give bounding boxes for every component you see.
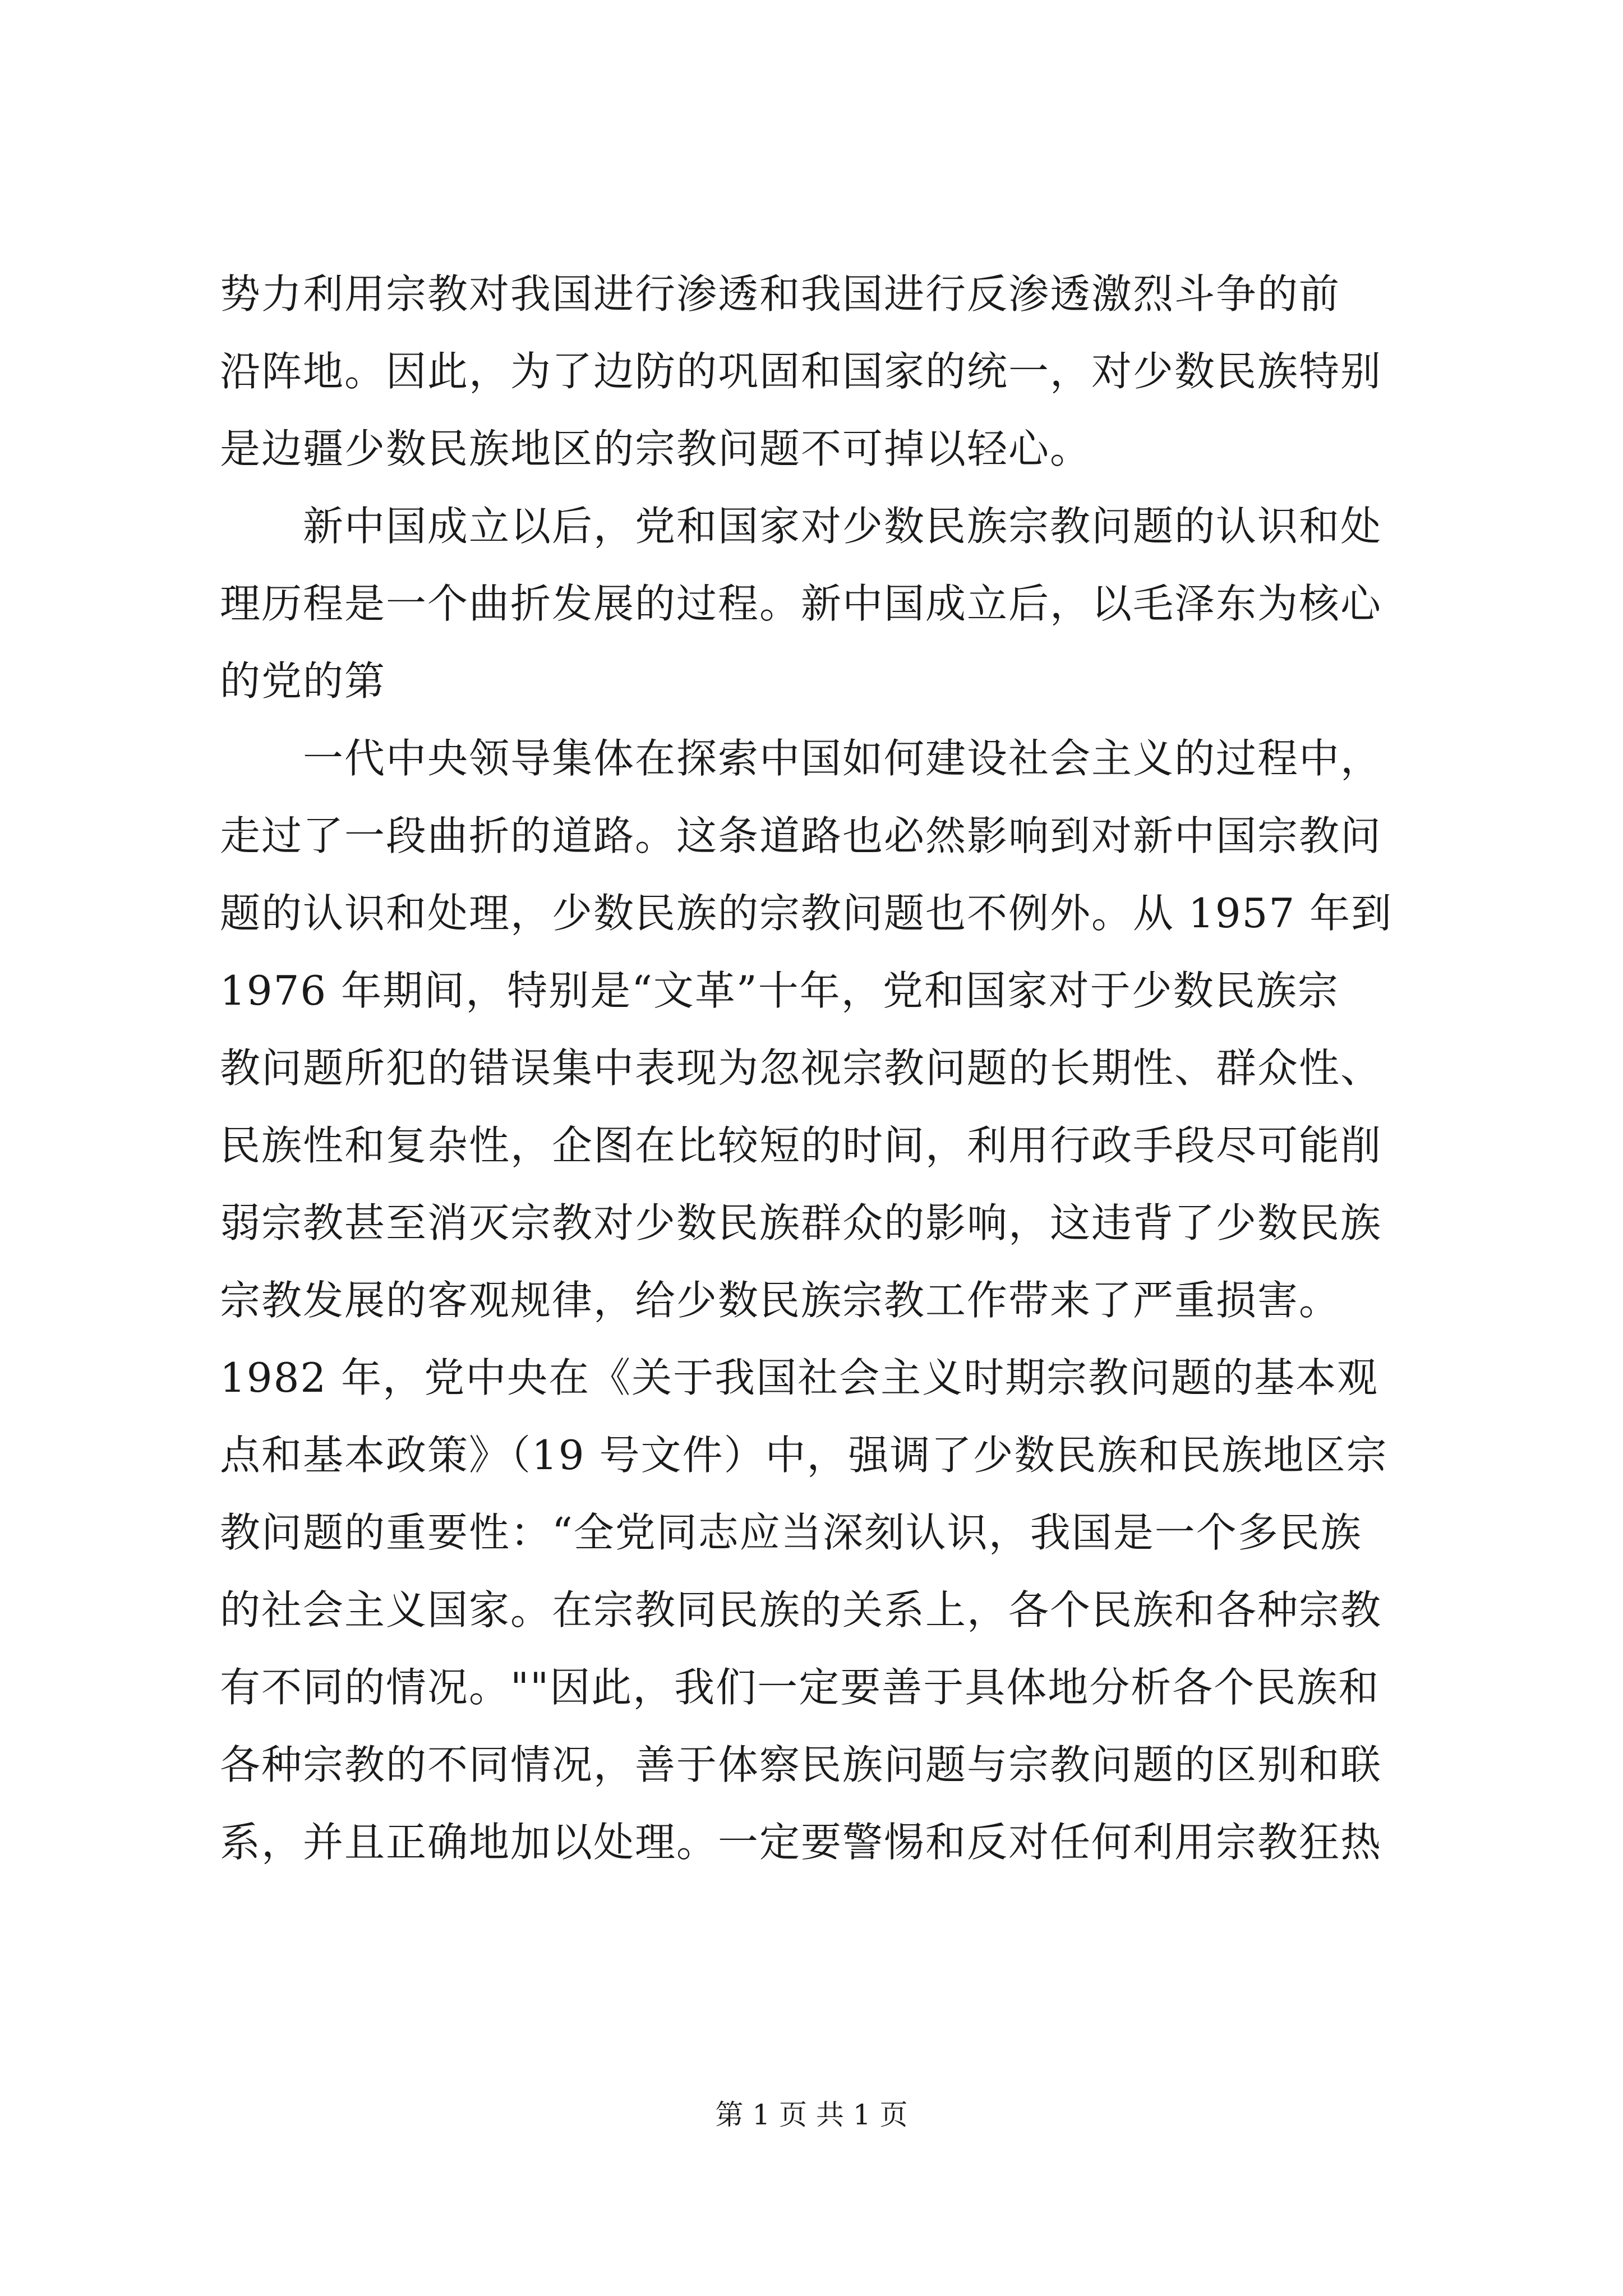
text-line: 各种宗教的不同情况，善于体察民族问题与宗教问题的区别和联: [220, 1741, 1382, 1788]
text-line: 一代中央领导集体在探索中国如何建设社会主义的过程中，: [220, 735, 1382, 782]
text-line: 点和基本政策》（19 号文件）中，强调了少数民族和民族地区宗: [220, 1432, 1388, 1479]
text-line: 系，并且正确地加以处理。一定要警惕和反对任何利用宗教狂热: [220, 1819, 1382, 1866]
text-line: 题的认识和处理，少数民族的宗教问题也不例外。从 1957 年到: [220, 890, 1393, 937]
text-line: 走过了一段曲折的道路。这条道路也必然影响到对新中国宗教问: [220, 812, 1382, 859]
text-line: 沿阵地。因此，为了边防的巩固和国家的统一，对少数民族特别: [220, 348, 1382, 395]
text-line: 新中国成立以后，党和国家对少数民族宗教问题的认识和处: [220, 503, 1382, 550]
text-line: 1982 年，党中央在《关于我国社会主义时期宗教问题的基本观: [220, 1354, 1379, 1401]
text-line: 是边疆少数民族地区的宗教问题不可掉以轻心。: [220, 425, 1092, 472]
text-line: 势力利用宗教对我国进行渗透和我国进行反渗透激烈斗争的前: [220, 270, 1341, 318]
text-line: 教问题所犯的错误集中表现为忽视宗教问题的长期性、群众性、: [220, 1045, 1382, 1092]
text-line: 1976 年期间，特别是“文革”十年，党和国家对于少数民族宗: [220, 967, 1339, 1014]
text-line: 的社会主义国家。在宗教同民族的关系上，各个民族和各种宗教: [220, 1586, 1382, 1634]
page-number-footer: 第 1 页 共 1 页: [715, 2099, 908, 2131]
text-line: 宗教发展的客观规律，给少数民族宗教工作带来了严重损害。: [220, 1277, 1341, 1324]
text-line: 弱宗教甚至消灭宗教对少数民族群众的影响，这违背了少数民族: [220, 1199, 1382, 1246]
text-line: 理历程是一个曲折发展的过程。新中国成立后，以毛泽东为核心: [220, 580, 1382, 627]
text-line: 教问题的重要性：“全党同志应当深刻认识，我国是一个多民族: [220, 1509, 1362, 1556]
text-line: 有不同的情况。""因此，我们一定要善于具体地分析各个民族和: [220, 1664, 1380, 1711]
body-text: [220, 255, 1420, 1881]
text-line: 民族性和复杂性，企图在比较短的时间，利用行政手段尽可能削: [220, 1122, 1382, 1169]
text-line: 的党的第: [220, 657, 386, 705]
